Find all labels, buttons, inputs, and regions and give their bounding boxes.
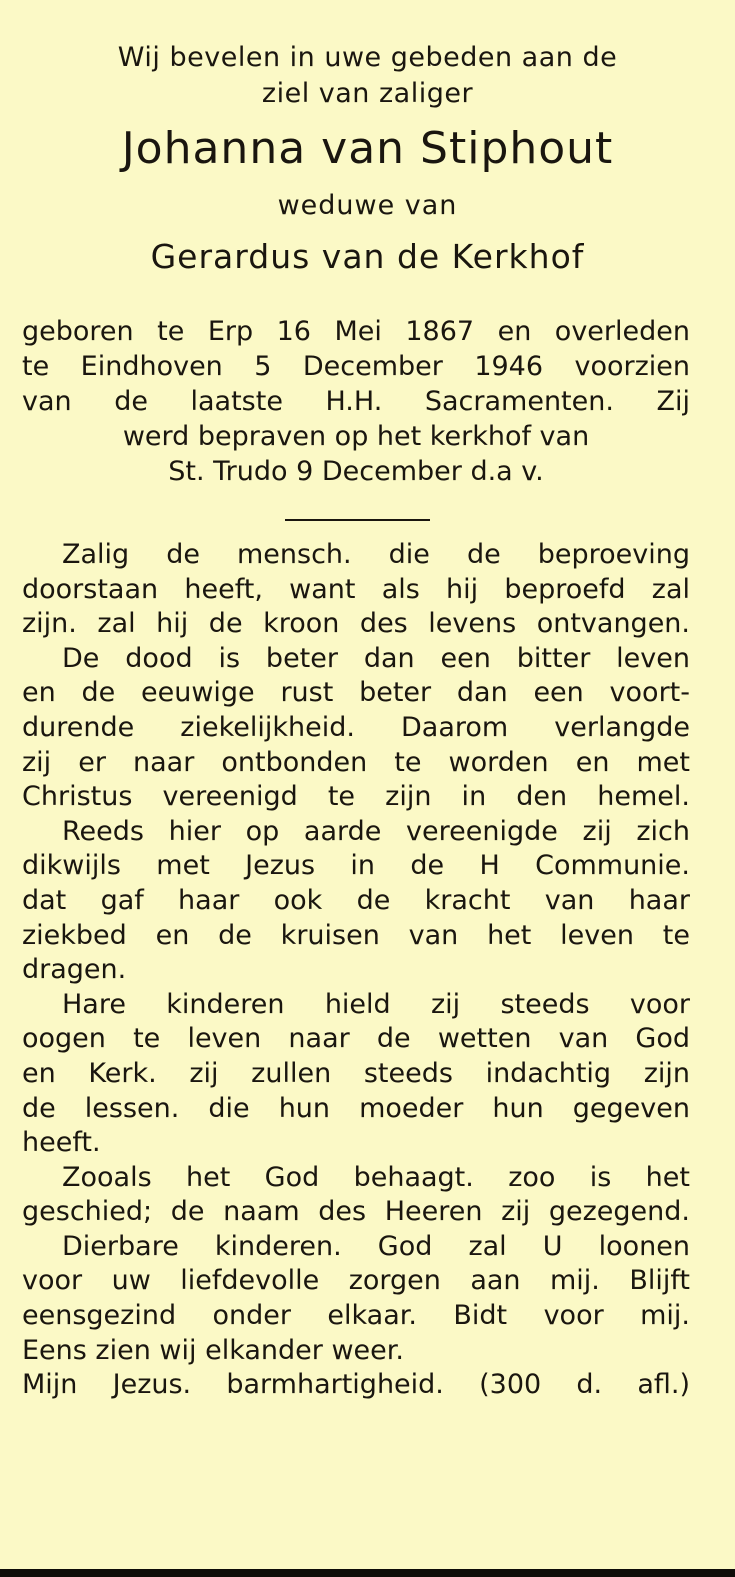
intro-line-2: ziel van zaliger (261, 78, 474, 109)
prayer-line: eensgezind onder elkaar. Bidt voor mij. (22, 1300, 690, 1332)
prayer-line: durende ziekelijkheid. Daarom verlangde (22, 711, 690, 743)
prayer-line: Eens zien wij elkander weer. (22, 1334, 404, 1366)
prayer-line: Dierbare kinderen. God zal U loonen (62, 1230, 690, 1262)
prayer-text (22, 538, 690, 1403)
bio-line: St. Trudo 9 December d.a v. (168, 456, 544, 487)
relation-text: weduwe van (277, 190, 458, 221)
prayer-line: zijn. zal hij de kroon des levens ontvangen. (22, 608, 690, 640)
prayer-line: Hare kinderen hield zij steeds voor (62, 988, 690, 1020)
biography (22, 314, 690, 489)
bio-line: van de laatste H.H. Sacramenten. Zij (22, 386, 690, 417)
prayer-line: zij er naar ontbonden te worden en met (22, 746, 690, 778)
prayer-line: dragen. (22, 954, 127, 986)
prayer-line: Zalig de mensch. die de beproeving (62, 539, 690, 570)
prayer-line: Christus vereenigd te zijn in den hemel. (22, 781, 690, 813)
bio-line: werd bepraven op het kerkhof van (122, 421, 590, 452)
card-header (0, 40, 735, 288)
bottom-border (0, 1569, 735, 1577)
deceased-name: Johanna van Stiphout (121, 123, 614, 174)
prayer-line: voor uw liefdevolle zorgen aan mij. Blijft (22, 1265, 690, 1297)
intro-line-1: Wij bevelen in uwe gebeden aan de (117, 42, 618, 73)
prayer-line: en de eeuwige rust beter dan een voort- (22, 677, 690, 709)
prayer-line: en Kerk. zij zullen steeds indachtig zijn (22, 1057, 690, 1089)
divider-rule (285, 519, 430, 521)
prayer-line: doorstaan heeft, want als hij beproefd zal (22, 573, 690, 605)
prayer-line: heeft. (22, 1127, 101, 1159)
bio-line: geboren te Erp 16 Mei 1867 en overleden (22, 316, 690, 347)
bio-line: te Eindhoven 5 December 1946 voorzien (22, 351, 690, 382)
prayer-line: Zooals het God behaagt. zoo is het (62, 1161, 690, 1193)
prayer-line: dikwijls met Jezus in de H Communie. (22, 850, 690, 882)
prayer-line: oogen te leven naar de wetten van God (22, 1023, 690, 1055)
prayer-line: De dood is beter dan een bitter leven (62, 642, 690, 674)
prayer-line: de lessen. die hun moeder hun gegeven (22, 1092, 690, 1124)
prayer-line: Mijn Jezus. barmhartigheid. (300 d. afl.) (22, 1369, 690, 1401)
prayer-line: geschied; de naam des Heeren zij gezegend. (22, 1196, 690, 1228)
prayer-line: dat gaf haar ook de kracht van haar (22, 884, 690, 916)
prayer-line: Reeds hier op aarde vereenigde zij zich (62, 815, 690, 847)
prayer-line: ziekbed en de kruisen van het leven te (22, 919, 690, 951)
spouse-name: Gerardus van de Kerkhof (150, 237, 585, 276)
